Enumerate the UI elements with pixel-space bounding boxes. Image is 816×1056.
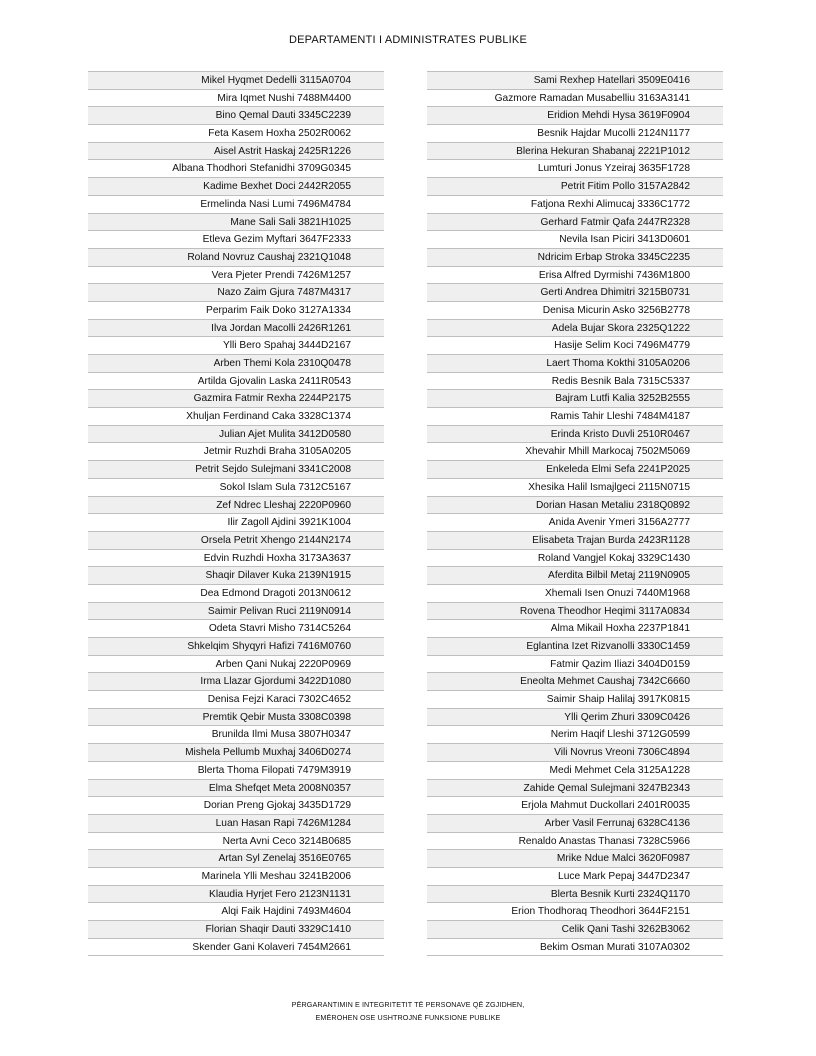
list-item: Redis Besnik Bala 7315C5337 — [427, 373, 723, 391]
list-item: Laert Thoma Kokthi 3105A0206 — [427, 355, 723, 373]
list-item: Denisa Fejzi Karaci 7302C4652 — [88, 691, 384, 709]
list-item: Roland Novruz Caushaj 2321Q1048 — [88, 249, 384, 267]
list-item: Erjola Mahmut Duckollari 2401R0035 — [427, 797, 723, 815]
list-item: Orsela Petrit Xhengo 2144N2174 — [88, 532, 384, 550]
list-item: Shaqir Dilaver Kuka 2139N1915 — [88, 567, 384, 585]
list-item: Ilir Zagoll Ajdini 3921K1004 — [88, 514, 384, 532]
list-item: Blerina Hekuran Shabanaj 2221P1012 — [427, 143, 723, 161]
list-item: Eridion Mehdi Hysa 3619F0904 — [427, 107, 723, 125]
list-item: Nevila Isan Piciri 3413D0601 — [427, 231, 723, 249]
list-item: Gazmira Fatmir Rexha 2244P2175 — [88, 390, 384, 408]
list-item: Petrit Fitim Pollo 3157A2842 — [427, 178, 723, 196]
list-item: Ermelinda Nasi Lumi 7496M4784 — [88, 196, 384, 214]
list-item: Anida Avenir Ymeri 3156A2777 — [427, 514, 723, 532]
list-item: Artilda Gjovalin Laska 2411R0543 — [88, 373, 384, 391]
list-item: Arben Themi Kola 2310Q0478 — [88, 355, 384, 373]
names-column-right — [427, 71, 723, 956]
page-title: DEPARTAMENTI I ADMINISTRATES PUBLIKE — [288, 34, 528, 46]
list-item: Ramis Tahir Lleshi 7484M4187 — [427, 408, 723, 426]
list-item: Vili Novrus Vreoni 7306C4894 — [427, 744, 723, 762]
list-item: Nerim Haqif Lleshi 3712G0599 — [427, 726, 723, 744]
list-item: Nazo Zaim Gjura 7487M4317 — [88, 284, 384, 302]
list-item: Sami Rexhep Hatellari 3509E0416 — [427, 72, 723, 90]
list-item: Erisa Alfred Dyrmishi 7436M1800 — [427, 267, 723, 285]
list-item: Blerta Besnik Kurti 2324Q1170 — [427, 886, 723, 904]
list-item: Fatmir Qazim Iliazi 3404D0159 — [427, 656, 723, 674]
list-item: Mikel Hyqmet Dedelli 3115A0704 — [88, 72, 384, 90]
list-item: Xhuljan Ferdinand Caka 3328C1374 — [88, 408, 384, 426]
list-item: Adela Bujar Skora 2325Q1222 — [427, 320, 723, 338]
list-item: Mira Iqmet Nushi 7488M4400 — [88, 90, 384, 108]
list-item: Saimir Pelivan Ruci 2119N0914 — [88, 603, 384, 621]
list-item: Mishela Pellumb Muxhaj 3406D0274 — [88, 744, 384, 762]
names-column-left — [88, 71, 384, 956]
list-item: Bekim Osman Murati 3107A0302 — [427, 939, 723, 957]
list-item: Blerta Thoma Filopati 7479M3919 — [88, 762, 384, 780]
list-item: Irma Llazar Gjordumi 3422D1080 — [88, 673, 384, 691]
list-item: Dorian Preng Gjokaj 3435D1729 — [88, 797, 384, 815]
list-item: Eneolta Mehmet Caushaj 7342C6660 — [427, 673, 723, 691]
list-item: Ilva Jordan Macolli 2426R1261 — [88, 320, 384, 338]
list-item: Xhesika Halil Ismajlgeci 2115N0715 — [427, 479, 723, 497]
list-item: Sokol Islam Sula 7312C5167 — [88, 479, 384, 497]
list-item: Petrit Sejdo Sulejmani 3341C2008 — [88, 461, 384, 479]
list-item: Jetmir Ruzhdi Braha 3105A0205 — [88, 443, 384, 461]
list-item: Celik Qani Tashi 3262B3062 — [427, 921, 723, 939]
list-item: Feta Kasem Hoxha 2502R0062 — [88, 125, 384, 143]
list-item: Shkelqim Shyqyri Hafizi 7416M0760 — [88, 638, 384, 656]
list-item: Edvin Ruzhdi Hoxha 3173A3637 — [88, 550, 384, 568]
list-item: Etleva Gezim Myftari 3647F2333 — [88, 231, 384, 249]
footer-line-1: PËRGARANTIMIN E INTEGRITETIT TË PERSONAVE QË ZGJIDHEN, — [291, 1000, 525, 1009]
list-item: Mrike Ndue Malci 3620F0987 — [427, 850, 723, 868]
list-item: Brunilda Ilmi Musa 3807H0347 — [88, 726, 384, 744]
footer-line-2: EMËROHEN OSE USHTROJNË FUNKSIONE PUBLIKE — [315, 1013, 501, 1022]
list-item: Luan Hasan Rapi 7426M1284 — [88, 815, 384, 833]
list-item: Rovena Theodhor Heqimi 3117A0834 — [427, 603, 723, 621]
list-item: Xhemali Isen Onuzi 7440M1968 — [427, 585, 723, 603]
list-item: Luce Mark Pepaj 3447D2347 — [427, 868, 723, 886]
list-item: Roland Vangjel Kokaj 3329C1430 — [427, 550, 723, 568]
list-item: Elisabeta Trajan Burda 2423R1128 — [427, 532, 723, 550]
list-item: Kadime Bexhet Doci 2442R2055 — [88, 178, 384, 196]
list-item: Arben Qani Nukaj 2220P0969 — [88, 656, 384, 674]
footer — [0, 998, 816, 1024]
list-item: Fatjona Rexhi Alimucaj 3336C1772 — [427, 196, 723, 214]
list-item: Erion Thodhoraq Theodhori 3644F2151 — [427, 903, 723, 921]
list-item: Dea Edmond Dragoti 2013N0612 — [88, 585, 384, 603]
list-item: Dorian Hasan Metaliu 2318Q0892 — [427, 497, 723, 515]
list-item: Aferdita Bilbil Metaj 2119N0905 — [427, 567, 723, 585]
list-item: Perparim Faik Doko 3127A1334 — [88, 302, 384, 320]
list-item: Xhevahir Mhill Markocaj 7502M5069 — [427, 443, 723, 461]
list-item: Alma Mikail Hoxha 2237P1841 — [427, 620, 723, 638]
list-item: Erinda Kristo Duvli 2510R0467 — [427, 426, 723, 444]
list-item: Zef Ndrec Lleshaj 2220P0960 — [88, 497, 384, 515]
list-item: Artan Syl Zenelaj 3516E0765 — [88, 850, 384, 868]
list-item: Skender Gani Kolaveri 7454M2661 — [88, 939, 384, 957]
list-item: Mane Sali Sali 3821H1025 — [88, 214, 384, 232]
list-item: Medi Mehmet Cela 3125A1228 — [427, 762, 723, 780]
list-item: Hasije Selim Koci 7496M4779 — [427, 337, 723, 355]
list-item: Eglantina Izet Rizvanolli 3330C1459 — [427, 638, 723, 656]
list-item: Gerhard Fatmir Qafa 2447R2328 — [427, 214, 723, 232]
list-item: Albana Thodhori Stefanidhi 3709G0345 — [88, 160, 384, 178]
list-item: Zahide Qemal Sulejmani 3247B2343 — [427, 780, 723, 798]
list-item: Aisel Astrit Haskaj 2425R1226 — [88, 143, 384, 161]
list-item: Besnik Hajdar Mucolli 2124N1177 — [427, 125, 723, 143]
list-item: Premtik Qebir Musta 3308C0398 — [88, 709, 384, 727]
list-item: Julian Ajet Mulita 3412D0580 — [88, 426, 384, 444]
list-item: Marinela Ylli Meshau 3241B2006 — [88, 868, 384, 886]
list-item: Lumturi Jonus Yzeiraj 3635F1728 — [427, 160, 723, 178]
list-item: Denisa Micurin Asko 3256B2778 — [427, 302, 723, 320]
list-item: Klaudia Hyrjet Fero 2123N1131 — [88, 886, 384, 904]
list-item: Nerta Avni Ceco 3214B0685 — [88, 833, 384, 851]
list-item: Ylli Qerim Zhuri 3309C0426 — [427, 709, 723, 727]
list-item: Bino Qemal Dauti 3345C2239 — [88, 107, 384, 125]
list-item: Vera Pjeter Prendi 7426M1257 — [88, 267, 384, 285]
list-item: Gerti Andrea Dhimitri 3215B0731 — [427, 284, 723, 302]
list-item: Arber Vasil Ferrunaj 6328C4136 — [427, 815, 723, 833]
list-item: Ndricim Erbap Stroka 3345C2235 — [427, 249, 723, 267]
list-item: Bajram Lutfi Kalia 3252B2555 — [427, 390, 723, 408]
list-item: Elma Shefqet Meta 2008N0357 — [88, 780, 384, 798]
list-item: Odeta Stavri Misho 7314C5264 — [88, 620, 384, 638]
list-item: Alqi Faik Hajdini 7493M4604 — [88, 903, 384, 921]
list-item: Enkeleda Elmi Sefa 2241P2025 — [427, 461, 723, 479]
list-item: Gazmore Ramadan Musabelliu 3163A3141 — [427, 90, 723, 108]
list-item: Saimir Shaip Halilaj 3917K0815 — [427, 691, 723, 709]
list-item: Florian Shaqir Dauti 3329C1410 — [88, 921, 384, 939]
list-item: Ylli Bero Spahaj 3444D2167 — [88, 337, 384, 355]
list-item: Renaldo Anastas Thanasi 7328C5966 — [427, 833, 723, 851]
